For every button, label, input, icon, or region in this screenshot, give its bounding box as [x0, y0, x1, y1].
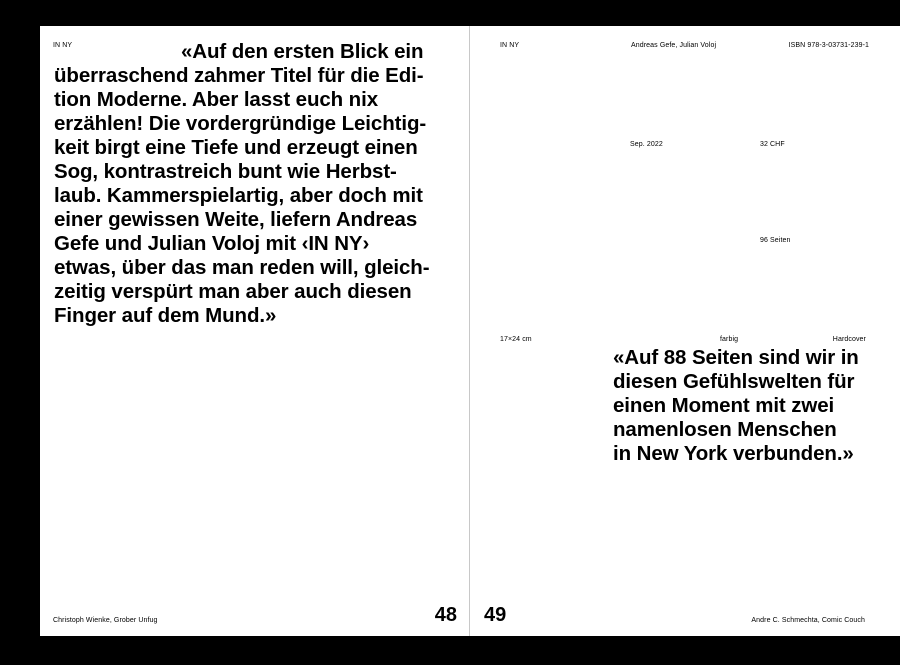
running-head: IN NY: [53, 42, 73, 49]
page-number: 49: [484, 604, 507, 626]
quote-line: namenlosen Menschen: [613, 418, 837, 441]
quote-line: in New York verbunden.»: [613, 442, 854, 465]
quote-line: Gefe und Julian Voloj mit ‹IN NY›: [54, 232, 370, 255]
quote-line: laub. Kammerspielartig, aber doch mit: [54, 184, 423, 207]
quote-line: Finger auf dem Mund.»: [54, 304, 277, 327]
format: 17×24 cm: [500, 336, 532, 343]
color-info: farbig: [720, 336, 739, 343]
quote-line: «Auf den ersten Blick ein: [181, 40, 424, 63]
right-page: [470, 26, 900, 636]
quote-line: diesen Gefühlswelten für: [613, 370, 855, 393]
quote-line: etwas, über das man reden will, gleich-: [54, 256, 430, 279]
quote-line: überraschend zahmer Titel für die Edi-: [54, 64, 424, 87]
quote-line: zeitig verspürt man aber auch diesen: [54, 280, 412, 303]
left-page: [40, 26, 469, 636]
running-head: IN NY: [500, 42, 520, 49]
quote-line: einer gewissen Weite, liefern Andreas: [54, 208, 418, 231]
quote-line: keit birgt eine Tiefe und erzeugt einen: [54, 136, 418, 159]
quote-line: einen Moment mit zwei: [613, 394, 835, 417]
quote-block: [54, 40, 429, 328]
authors: Andreas Gefe, Julian Voloj: [631, 42, 717, 49]
quote-block: [613, 346, 859, 466]
page-count: 96 Seiten: [760, 237, 791, 244]
binding: Hardcover: [832, 336, 866, 343]
price: 32 CHF: [760, 141, 785, 148]
quote-credit: Andre C. Schmechta, Comic Couch: [751, 617, 865, 624]
quote-line: erzählen! Die vordergründige Leichtig-: [54, 112, 427, 135]
isbn: ISBN 978-3-03731-239-1: [788, 42, 869, 49]
quote-line: tion Moderne. Aber lasst euch nix: [54, 88, 378, 111]
quote-line: Sog, kontrastreich bunt wie Herbst-: [54, 160, 397, 183]
quote-line: «Auf 88 Seiten sind wir in: [613, 346, 859, 369]
page-number: 48: [434, 604, 457, 626]
release-date: Sep. 2022: [630, 141, 663, 148]
quote-credit: Christoph Wienke, Grober Unfug: [53, 617, 158, 624]
